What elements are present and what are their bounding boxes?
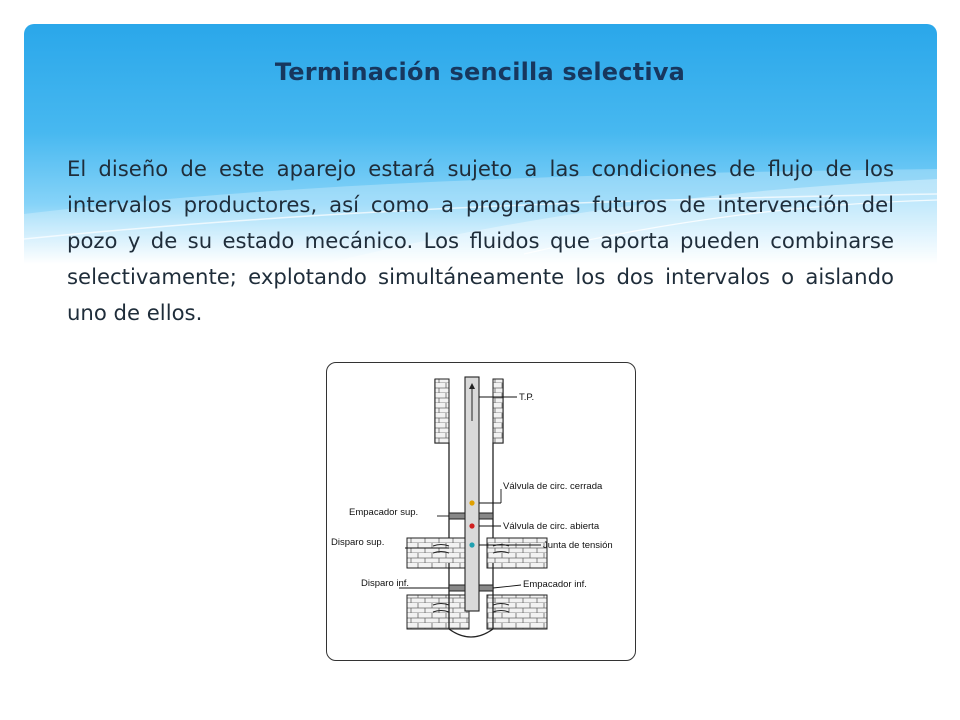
slide-title: Terminación sencilla selectiva: [274, 58, 686, 86]
label-disparo-inf: Disparo inf.: [361, 578, 410, 589]
well-completion-diagram: [326, 362, 636, 661]
tension-joint-marker: [469, 542, 474, 547]
label-tp: T.P.: [519, 392, 535, 403]
valve-open-marker: [469, 523, 474, 528]
label-valvula-abierta: Válvula de circ. abierta: [503, 521, 600, 532]
slide-body-text: El diseño de este aparejo estará sujeto a las condiciones de flujo de los intervalos productores, así como a programas futuros de intervención del pozo y de su estado mecánico. Los fluidos que aporta pueden combinarse selectivamente; explotando simultáneamente los dos intervalos o aislando uno de ellos.: [67, 156, 894, 325]
label-valvula-cerrada: Válvula de circ. cerrada: [503, 481, 603, 492]
label-disparo-sup: Disparo sup.: [331, 537, 385, 548]
label-empacador-sup: Empacador sup.: [349, 507, 419, 518]
tubing: [465, 377, 479, 611]
label-empacador-inf: Empacador inf.: [523, 579, 587, 590]
label-junta-tension: Junta de tensión: [543, 540, 613, 551]
valve-closed-marker: [469, 500, 474, 505]
